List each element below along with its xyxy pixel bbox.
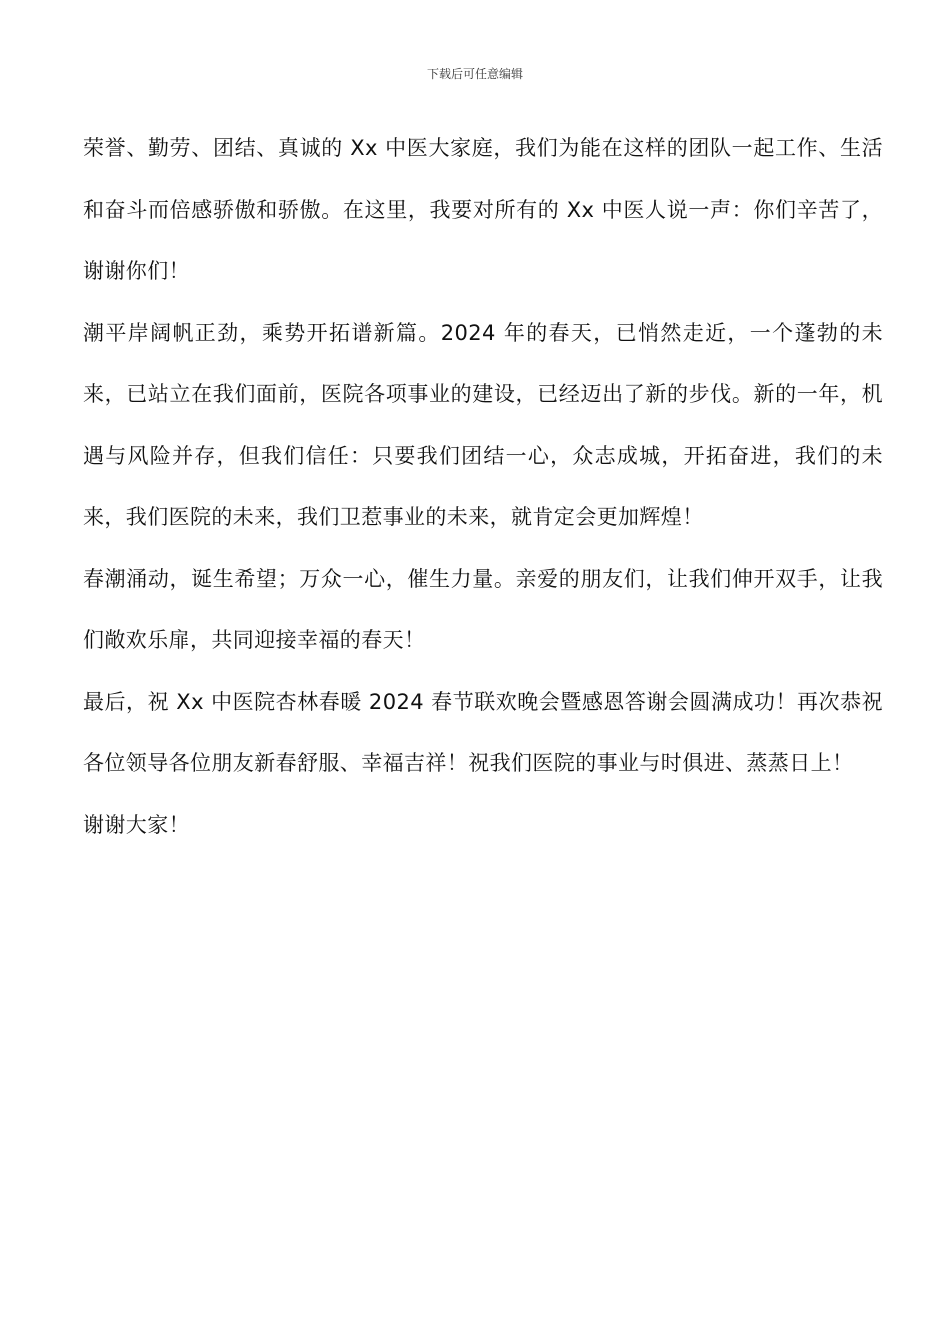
document-body: [83, 118, 883, 856]
paragraph-thanks-team: 荣誉、勤劳、团结、真诚的 Xx 中医大家庭，我们为能在这样的团队一起工作、生活和奋斗而倍感骄傲和骄傲。在这里，我要对所有的 Xx 中医人说一声：你们辛苦了，谢谢你们！: [83, 136, 883, 283]
paragraph-spring-hope: 春潮涌动，诞生希望；万众一心，催生力量。亲爱的朋友们，让我们伸开双手，让我们敞欢乐扉，共同迎接幸福的春天！: [83, 566, 883, 652]
paragraph-closing-wishes: 最后，祝 Xx 中医院杏林春暖 2024 春节联欢晚会暨感恩答谢会圆满成功！再次恭祝各位领导各位朋友新春舒服、幸福吉祥！祝我们医院的事业与时俱进、蒸蒸日上！: [83, 689, 883, 775]
paragraph-thank-you: 谢谢大家！: [83, 812, 190, 837]
page-header-note: 下载后可任意编辑: [426, 67, 523, 81]
paragraph-new-year-outlook: 潮平岸阔帆正劲，乘势开拓谱新篇。2024 年的春天，已悄然走近，一个蓬勃的未来，已站立在我们面前，医院各项事业的建设，已经迈出了新的步伐。新的一年，机遇与风险并存，但我们信任：只要我们团结一心，众志成城，开拓奋进，我们的未来，我们医院的未来，我们卫惹事业的未来，就肯定会更加辉煌！: [83, 320, 883, 529]
